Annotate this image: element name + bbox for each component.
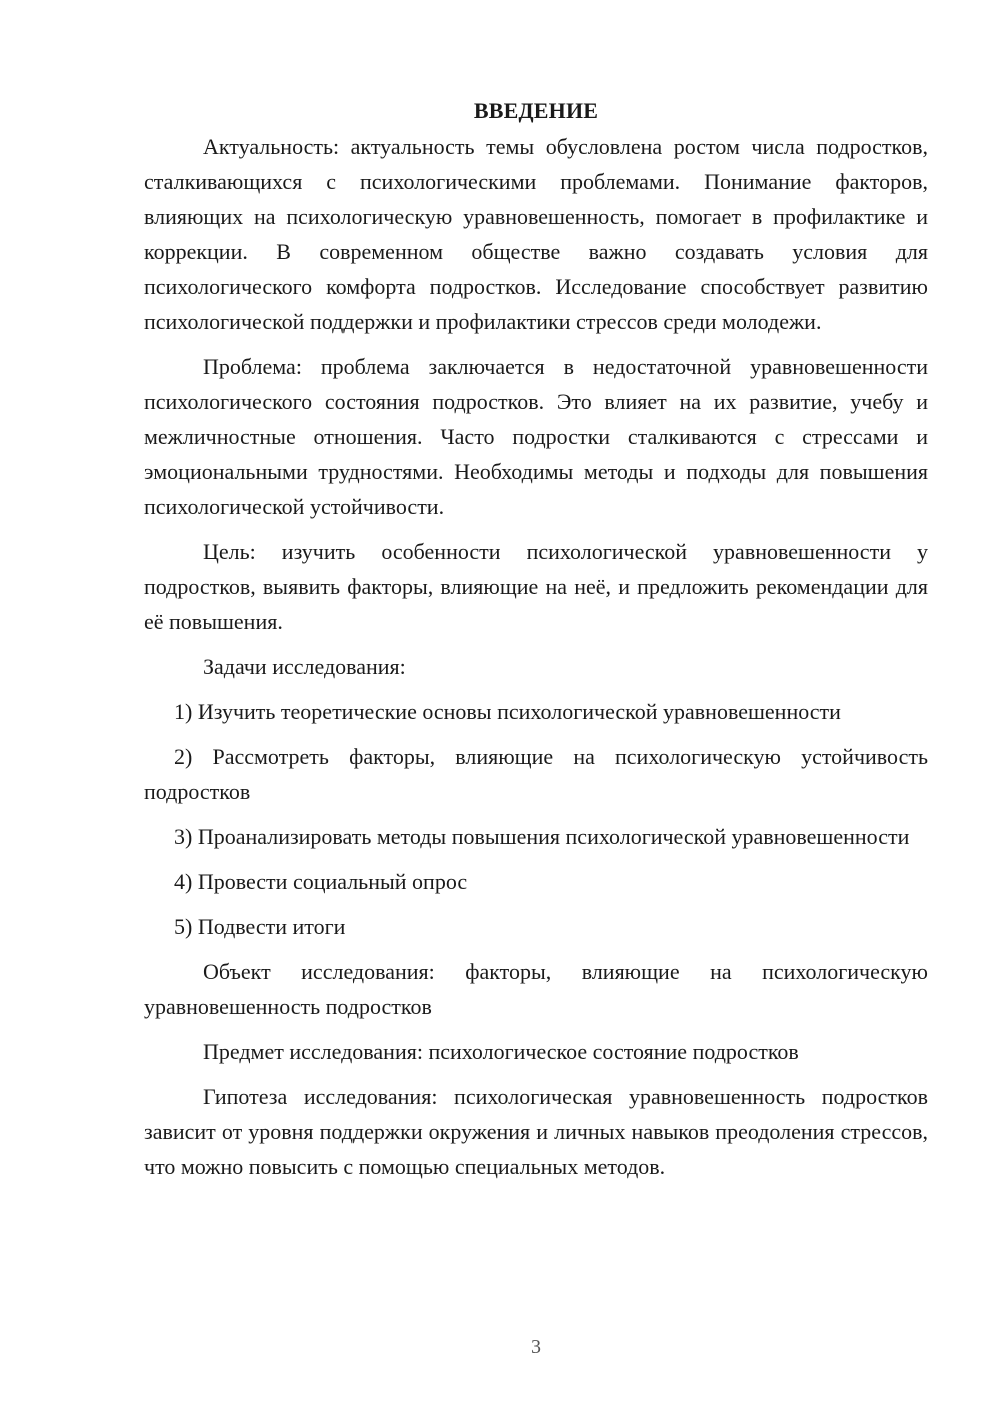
paragraph-tasks-heading: Задачи исследования: xyxy=(203,654,406,679)
page-number: 3 xyxy=(531,1336,541,1358)
document-body xyxy=(144,95,928,1184)
paragraph-problem: Проблема: проблема заключается в недостаточной уравновешенности психологического состояния подростков. Это влияет на их развитие, учебу и межличностные отношения. Часто подростки сталкиваются с стрессами и эмоциональными трудностями. Необходимы методы и подходы для повышения психологической устойчивости. xyxy=(144,354,928,519)
page-title: ВВЕДЕНИЕ xyxy=(473,98,599,123)
task-item-4: 4) Провести социальный опрос xyxy=(174,869,468,894)
paragraph-subject: Предмет исследования: психологическое состояние подростков xyxy=(203,1039,799,1064)
task-item-2: 2) Рассмотреть факторы, влияющие на психологическую устойчивость подростков xyxy=(144,744,928,804)
task-item-5: 5) Подвести итоги xyxy=(174,914,346,939)
paragraph-goal: Цель: изучить особенности психологической уравновешенности у подростков, выявить факторы, влияющие на неё, и предложить рекомендации для её повышения. xyxy=(144,539,928,634)
paragraph-relevance: Актуальность: актуальность темы обусловлена ростом числа подростков, сталкивающихся с психологическими проблемами. Понимание факторов, влияющих на психологическую уравновешенность, помогает в профилактике и коррекции. В современном обществе важно создавать условия для психологического комфорта подростков. Исследование способствует развитию психологической поддержки и профилактики стрессов среди молодежи. xyxy=(144,134,928,334)
paragraph-hypothesis: Гипотеза исследования: психологическая уравновешенность подростков зависит от уровня поддержки окружения и личных навыков преодоления стрессов, что можно повысить с помощью специальных методов. xyxy=(144,1084,928,1179)
task-item-1: 1) Изучить теоретические основы психологической уравновешенности xyxy=(174,699,841,724)
task-item-3: 3) Проанализировать методы повышения психологической уравновешенности xyxy=(174,824,910,849)
paragraph-object: Объект исследования: факторы, влияющие на психологическую уравновешенность подростков xyxy=(144,959,928,1019)
